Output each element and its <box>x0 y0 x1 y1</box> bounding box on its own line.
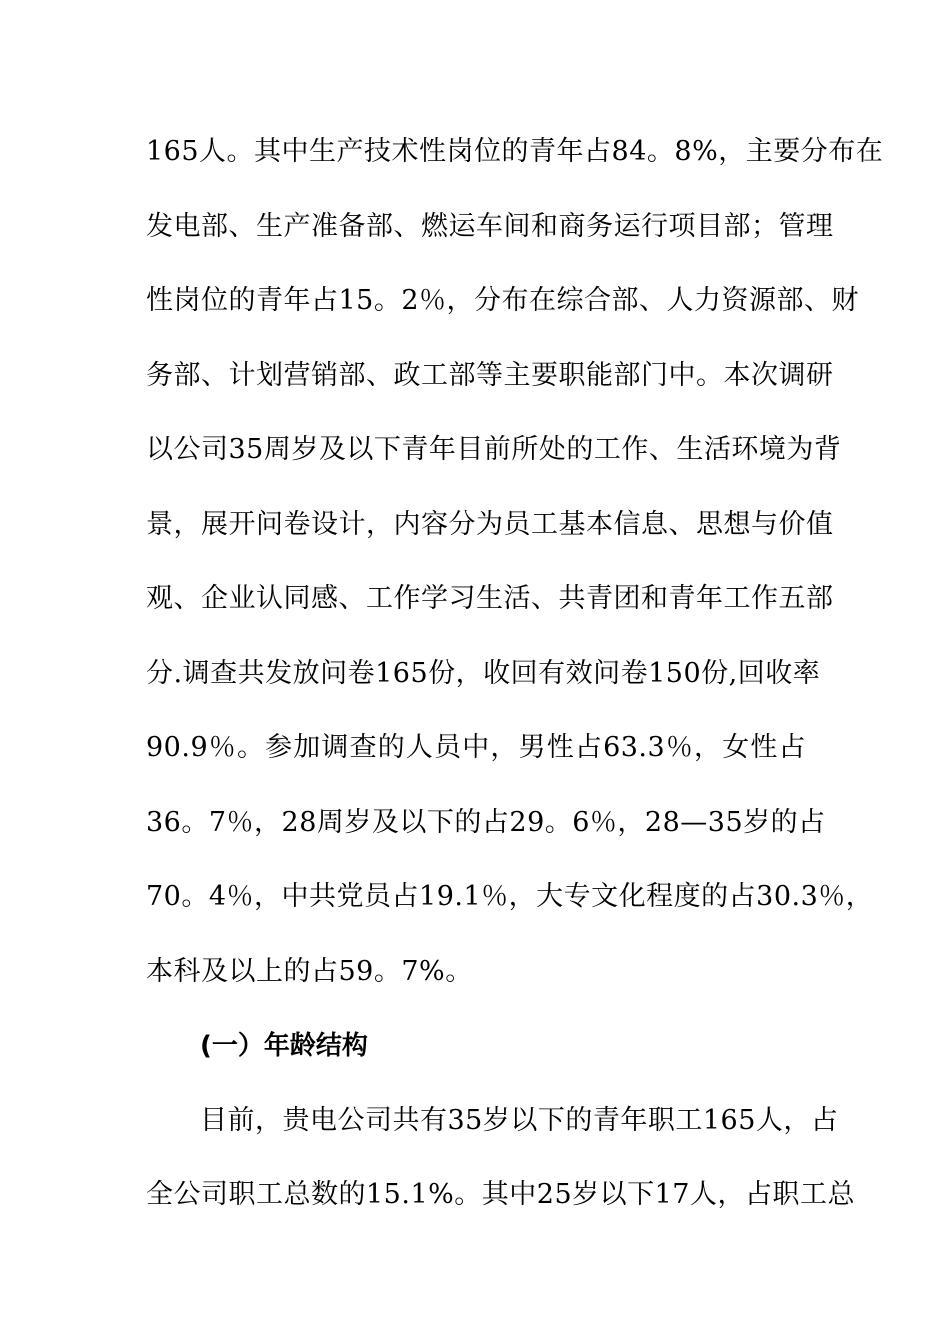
paragraph-line: 分.调查共发放问卷165份，收回有效问卷150份,回收率 <box>146 657 821 689</box>
paragraph-line: 36。7％，28周岁及以下的占29。6％，28—35岁的占 <box>146 806 826 838</box>
paragraph-line: 务部、计划营销部、政工部等主要职能部门中。本次调研 <box>146 359 834 391</box>
document-page <box>146 128 884 1246</box>
paragraph-line: 全公司职工总数的15.1%。其中25岁以下17人，占职工总 <box>146 1179 855 1210</box>
paragraph-line: 本科及以上的占59。7%。 <box>146 955 473 987</box>
paragraph-line: 性岗位的青年占15。2％，分布在综合部、人力资源部、财 <box>146 285 860 316</box>
paragraph-line: 景，展开问卷设计，内容分为员工基本信息、思想与价值 <box>146 508 834 540</box>
paragraph-line: 165人。其中生产技术性岗位的青年占84。8%，主要分布在 <box>146 136 884 167</box>
paragraph-line: 观、企业认同感、工作学习生活、共青团和青年工作五部 <box>146 583 834 614</box>
paragraph-line: 90.9％。参加调查的人员中，男性占63.3％，女性占 <box>146 732 806 763</box>
paragraph-line: 70。4％，中共党员占19.1％，大专文化程度的占30.3％， <box>146 881 874 912</box>
paragraph-line: 以公司35周岁及以下青年目前所处的工作、生活环境为背 <box>146 434 842 465</box>
section-heading: (一）年龄结构 <box>200 1031 368 1061</box>
paragraph-line: 目前，贵电公司共有35岁以下的青年职工165人，占 <box>200 1104 839 1136</box>
paragraph-line: 发电部、生产准备部、燃运车间和商务运行项目部；管理 <box>146 210 834 242</box>
